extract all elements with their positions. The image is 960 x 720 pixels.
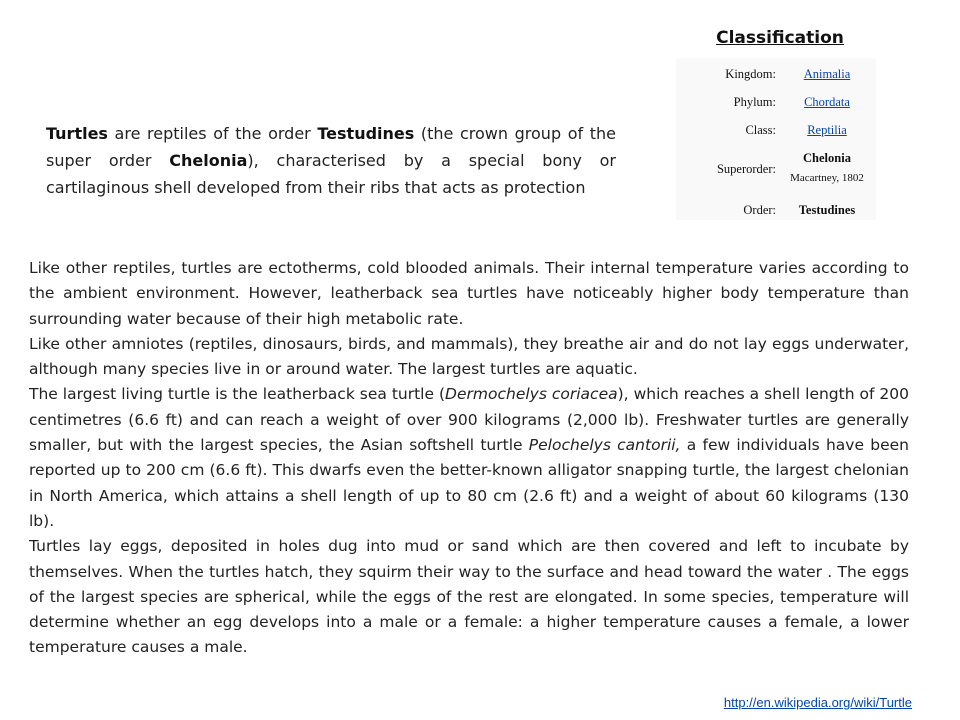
class-label: Class: [745,123,776,137]
species-pelochelys: Pelochelys cantorii, [528,436,681,455]
p3-text-1: The largest living turtle is the leatherback sea turtle ( [29,385,446,404]
intro-paragraph [46,120,616,201]
paragraph-amniotes: Like other amniotes (reptiles, dinosaurs, birds, and mammals), they breathe air and do not lay eggs underwater, although many species live in or around water. The largest turtles are aquatic. [29,334,909,379]
order-value: Testudines [798,203,856,217]
paragraph-largest-turtle [29,382,909,534]
superorder-label: Superorder: [716,162,776,176]
class-link[interactable]: Reptilia [807,123,847,137]
superorder-authority: Macartney, 1802 [790,172,864,184]
main-text [29,256,909,661]
classification-table [676,58,876,220]
intro-superorder: Chelonia [169,151,248,170]
intro-text-3: ), characterised by a special bony or cartilaginous shell developed from their ribs that acts as protection [46,151,617,197]
order-label: Order: [743,203,776,217]
intro-text-1: are reptiles of the order [107,124,318,143]
paragraph-ectotherms: Like other reptiles, turtles are ectotherms, cold blooded animals. Their internal temperature varies according to the ambient environment. However, leatherback sea turtles have noticeably higher body temperature than surrounding water because of their high metabolic rate. [29,259,909,328]
paragraph-eggs: Turtles lay eggs, deposited in holes dug into mud or sand which are then covered and left to incubate by themselves. When the turtles hatch, they squirm their way to the surface and head toward the water . The eggs of the largest species are spherical, while the eggs of the rest are elongated. In some species, temperature will determine whether an egg develops into a male or a female: a higher temperature causes a female, a lower temperature causes a male. [29,537,909,657]
phylum-label: Phylum: [733,95,776,109]
phylum-link[interactable]: Chordata [804,95,850,109]
kingdom-label: Kingdom: [725,67,776,81]
intro-term: Turtles [46,124,108,143]
kingdom-link[interactable]: Animalia [803,67,851,81]
p3-text-3: a few individuals have been reported up to 200 cm (6.6 ft). This dwarfs even the better-known alligator snapping turtle, the largest chelonian in North America, which attains a shell length of up to 80 cm (2.6 ft) and a weight of about 60 kilograms (130 lb). [29,436,909,530]
p3-text-2: ), which reaches a shell length of 200 centimetres (6.6 ft) and can reach a weight of over 900 kilograms (2,000 lb). Freshwater turtles are generally smaller, but with the largest species, the Asian softshell turtle [29,385,909,455]
intro-text-2: (the crown group of the super order [46,124,616,170]
source-link[interactable]: http://en.wikipedia.org/wiki/Turtle [723,695,912,710]
superorder-value: Chelonia [803,151,851,165]
classification-title: Classification [716,28,844,48]
species-dermochelys: Dermochelys coriacea [445,385,618,404]
intro-order: Testudines [317,124,415,143]
